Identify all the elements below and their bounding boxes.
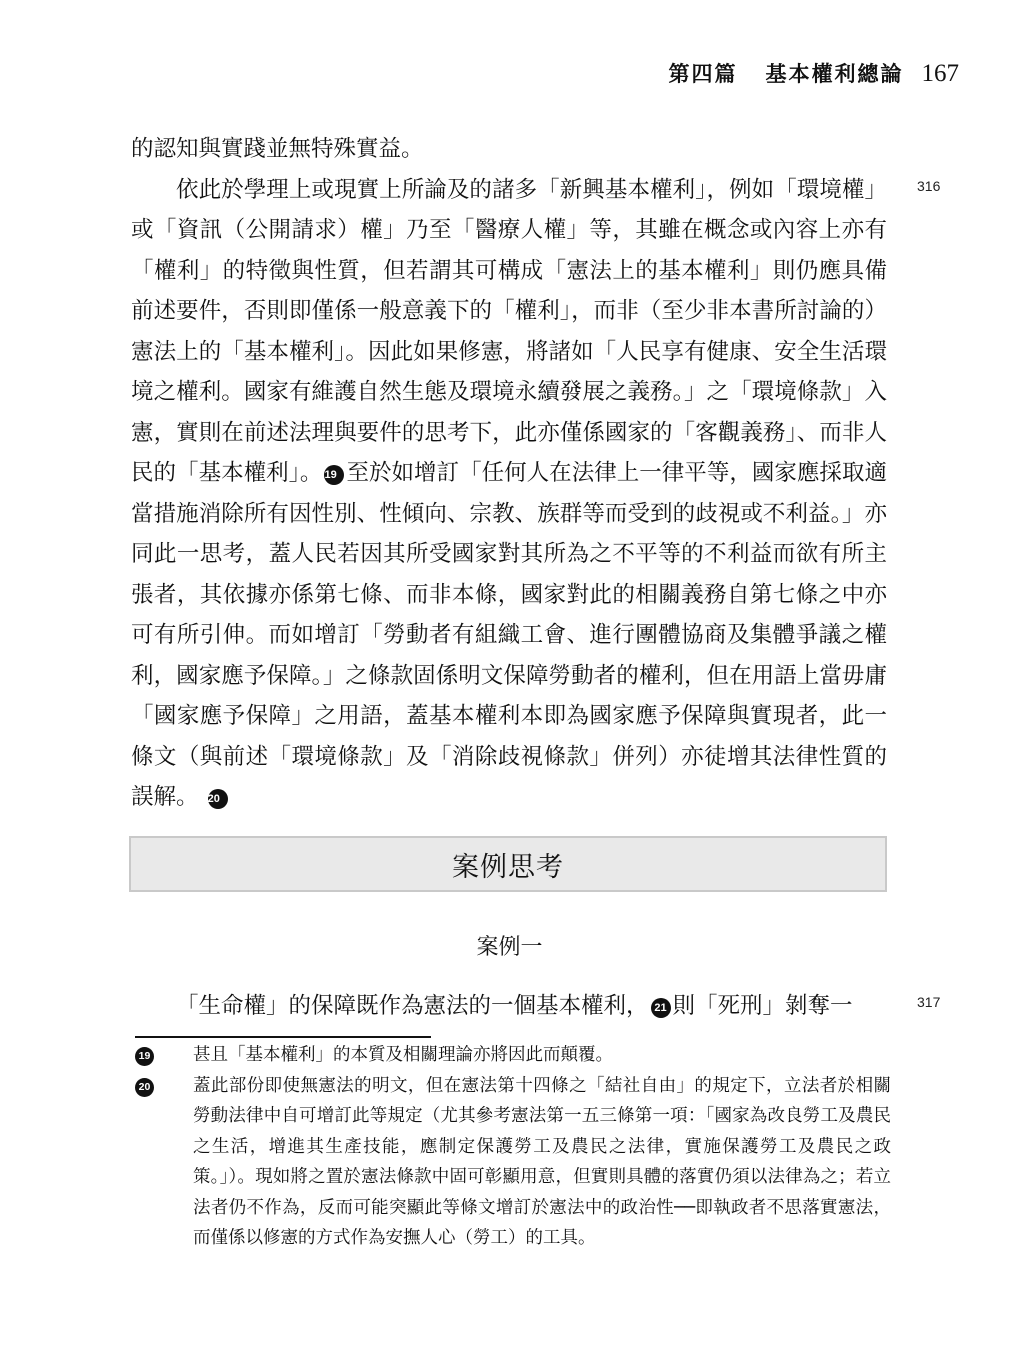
footnote-number-icon: 20 <box>135 1078 154 1097</box>
case-text: 「生命權」的保障既作為憲法的一個基本權利， <box>176 993 649 1019</box>
footnote-mark <box>135 1071 193 1254</box>
paragraph-new-rights <box>131 170 887 818</box>
page-number: 167 <box>921 60 959 87</box>
paragraph-text: 依此於學理上或現實上所論及的諸多「新興基本權利」，例如「環境權」或「資訊（公開請求）權」乃至「醫療人權」等，其雖在概念或內容上亦有「權利」的特徵與性質，但若謂其可構成「憲法上的基本權利」則仍應具備前述要件，否則即僅係一般意義下的「權利」，而非（至少非本書所討論的）憲法上的「基本權利」。因此如果修憲，將諸如「人民享有健康、安全生活環境之權利。國家有維護自然生態及環境永續發展之義務。」之「環境條款」入憲，實則在前述法理與要件的思考下，此亦僅係國家的「客觀義務」、而非人民的「基本權利」。 <box>131 176 887 486</box>
footnote-item <box>135 1040 891 1071</box>
body-text <box>131 129 887 818</box>
case-text: 則「死刑」剝奪一 <box>672 993 853 1019</box>
header-title: 基本權利總論 <box>765 61 904 86</box>
margin-number: 317 <box>917 994 941 1010</box>
case-paragraph <box>131 986 887 1026</box>
section-heading: 案例思考 <box>452 851 564 883</box>
footnote-ref-19[interactable]: 19 <box>324 465 344 485</box>
footnote-separator <box>135 1036 431 1038</box>
footnote-ref-20[interactable]: 20 <box>208 789 228 809</box>
case-title-row <box>0 930 1017 961</box>
case-title: 案例一 <box>476 935 543 960</box>
paragraph-text: 的認知與實踐並無特殊實益。 <box>131 136 424 162</box>
footnote-ref-21[interactable]: 21 <box>651 998 671 1018</box>
footnote-item <box>135 1071 891 1254</box>
footnote-mark <box>135 1040 193 1071</box>
footnote-text: 蓋此部份即使無憲法的明文，但在憲法第十四條之「結社自由」的規定下，立法者於相關勞動法律中自可增訂此等規定（尤其參考憲法第一五三條第一項：「國家為改良勞工及農民之生活，增進其生產技能，應制定保護勞工及農民之法律，實施保護勞工及農民之政策。」）。現如將之置於憲法條款中固可彰顯用意，但實則具體的落實仍須以法律為之；若立法者仍不作為，反而可能突顯此等條文增訂於憲法中的政治性──即執政者不思落實憲法，而僅係以修憲的方式作為安撫人心（勞工）的工具。 <box>193 1075 891 1248</box>
footnote-number-icon: 19 <box>135 1047 154 1066</box>
section-heading-box <box>129 836 887 892</box>
footnotes <box>135 1040 891 1254</box>
margin-number: 316 <box>917 178 941 194</box>
running-header <box>669 58 960 88</box>
footnote-text: 甚且「基本權利」的本質及相關理論亦將因此而顛覆。 <box>193 1045 613 1065</box>
paragraph-continuation <box>131 129 887 170</box>
paragraph-text: 至於如增訂「任何人在法律上一律平等，國家應採取適當措施消除所有因性別、性傾向、宗教、族群等而受到的歧視或不利益。」亦同此一思考，蓋人民若因其所受國家對其所為之不平等的不利益而欲有所主張者，其依據亦係第七條、而非本條，國家對此的相關義務自第七條之中亦可有所引伸。而如增訂「勞動者有組織工會、進行團體協商及集體爭議之權利，國家應予保障。」之條款固係明文保障勞動者的權利，但在用語上當毋庸「國家應予保障」之用語，蓋基本權利本即為國家應予保障與實現者，此一條文（與前述「環境條款」及「消除歧視條款」併列）亦徒增其法律性質的誤解。 <box>131 460 887 810</box>
header-part: 第四篇 <box>668 61 738 86</box>
